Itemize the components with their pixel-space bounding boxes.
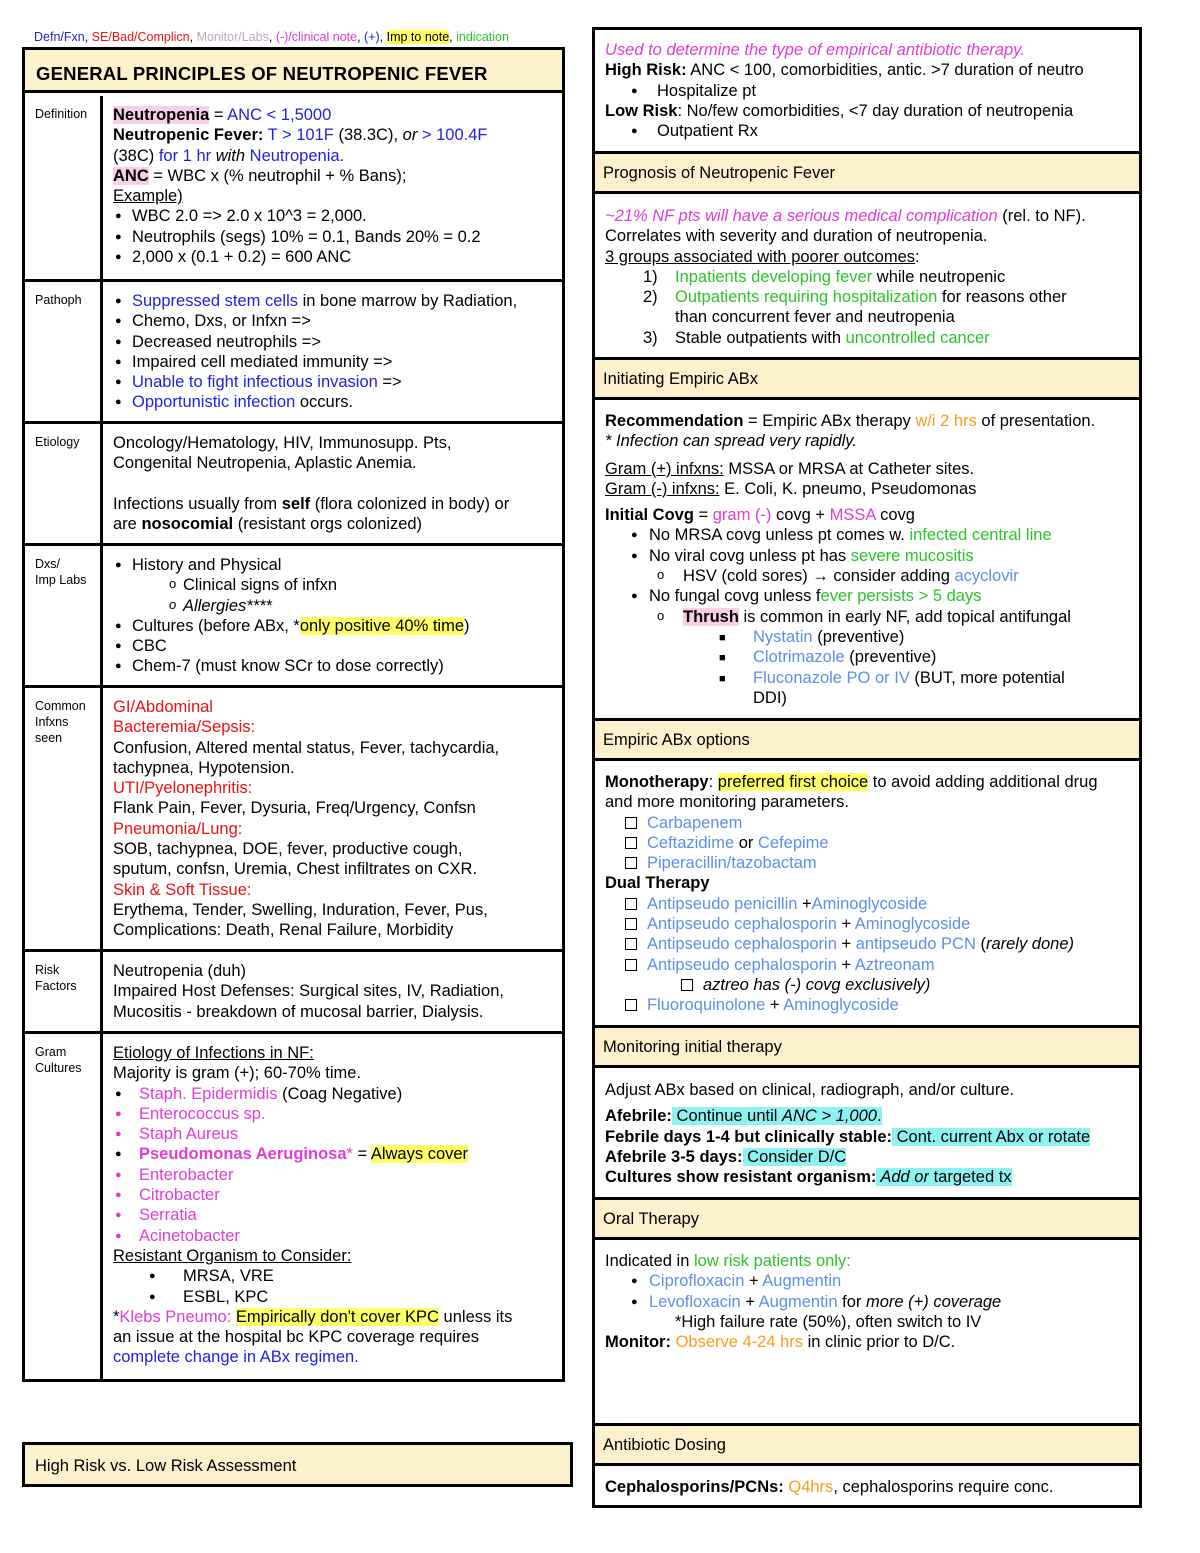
right-column	[592, 27, 1142, 1508]
text: Risk	[35, 963, 60, 977]
text: infected central line	[909, 526, 1052, 545]
text: =	[209, 106, 228, 124]
text: Cefepime	[757, 833, 829, 852]
row-etiology	[25, 424, 562, 546]
text: = Empiric ABx therapy	[743, 412, 916, 430]
text: antipseudo PCN	[855, 935, 976, 954]
text: +	[765, 996, 784, 1015]
text: complete change in ABx regimen.	[113, 1348, 359, 1367]
text: No viral covg unless pt has	[649, 546, 851, 565]
checkbox-item: Carbapenem	[605, 813, 1135, 833]
row-common-infections	[25, 688, 562, 952]
oral-content	[605, 1251, 1135, 1352]
text: Erythema, Tender, Swelling, Induration, Fever, Pus,	[113, 900, 488, 919]
text: Fluconazole PO or IV	[753, 668, 910, 687]
text: in clinic prior to D/C.	[803, 1333, 956, 1352]
text: (	[975, 935, 986, 954]
section-header-options: Empiric ABx options	[595, 718, 1139, 761]
text: = WBC x (% neutrophil + % Bans);	[148, 166, 407, 185]
text: 3 groups associated with poorer outcomes	[605, 247, 916, 266]
list-item: o Clinical signs of infxn	[113, 575, 558, 595]
text: unless its	[438, 1307, 513, 1326]
text: Aminoglycoside	[783, 996, 899, 1015]
anc-threshold: ANC < 1,5000	[227, 106, 332, 124]
gram-content	[113, 1043, 558, 1368]
text: Dual Therapy	[605, 874, 710, 893]
text: rarely done)	[985, 935, 1075, 954]
text: Suppressed stem cells	[132, 292, 298, 310]
text: :	[915, 247, 920, 266]
text: SOB, tachypnea, DOE, fever, productive cough,	[113, 840, 463, 859]
text: acyclovir	[954, 567, 1019, 586]
text: Nystatin	[753, 627, 813, 646]
initiating-content	[605, 411, 1135, 708]
text: while neutropenic	[872, 267, 1006, 286]
text: Q4hrs	[783, 1478, 834, 1496]
text: Outpatients requiring hospitalization	[675, 288, 938, 307]
list-item: ● 2,000 x (0.1 + 0.2) = 600 ANC	[113, 247, 558, 267]
text: Ciprofloxacin	[649, 1272, 745, 1291]
text: Observe 4-24 hrs	[670, 1333, 804, 1352]
text: in bone marrow by Radiation,	[298, 292, 518, 310]
list-item: ● Serratia	[113, 1205, 558, 1225]
legend-indication: indication	[456, 30, 509, 44]
text: Neutropenia.	[245, 146, 345, 165]
text: , cephalosporins require conc.	[833, 1478, 1054, 1496]
text: Factors	[35, 979, 77, 993]
text: only positive 40% time	[299, 616, 464, 635]
text: ~21% NF pts will have a serious medical complication	[605, 207, 998, 225]
text: ANC > 1,000	[782, 1107, 877, 1126]
text: Gram (-) infxns:	[605, 479, 720, 498]
list-item: ● MRSA, VRE	[113, 1266, 558, 1286]
text: GI/Abdominal	[113, 698, 213, 716]
row-dxs	[25, 546, 562, 688]
text: No MRSA covg unless pt comes w.	[649, 526, 910, 545]
dosing-content	[605, 1477, 1135, 1497]
text: Staph. Epidermidis	[139, 1084, 278, 1103]
list-item: ● History and Physical	[113, 555, 558, 575]
text: *	[346, 1145, 353, 1164]
list-item: o Allergies****	[113, 596, 558, 616]
term-anc: ANC	[113, 166, 149, 185]
text: MSSA	[829, 506, 876, 525]
text: Complications: Death, Renal Failure, Morbidity	[113, 921, 454, 940]
text: Unable to fight infectious invasion	[132, 373, 378, 392]
text: Bacteremia/Sepsis:	[113, 718, 256, 737]
text: )	[464, 616, 470, 635]
dxs-content	[113, 555, 558, 677]
text: Confusion, Altered mental status, Fever, tachycardia,	[113, 738, 500, 757]
text: Common	[35, 699, 86, 713]
text: severe mucositis	[850, 546, 974, 565]
etiology-content	[113, 433, 558, 534]
text: Pneumonia/Lung:	[113, 819, 243, 838]
text: preferred first choice	[717, 773, 869, 791]
text: E. Coli, K. pneumo, Pseudomonas	[719, 479, 977, 498]
text: .	[876, 1107, 882, 1126]
principles-table	[22, 47, 565, 1382]
text: Stable outpatients with	[675, 328, 846, 347]
text: Cultures show resistant organism:	[605, 1168, 877, 1187]
text: Always cover	[370, 1145, 469, 1164]
list-item: ● Neutrophils (segs) 10% = 0.1, Bands 20% = 0.2	[113, 227, 558, 247]
text: (flora colonized in body) or	[310, 494, 510, 513]
text: =>	[377, 373, 402, 392]
text: Gram	[35, 1045, 67, 1059]
legend-imp: Imp to note	[386, 30, 450, 44]
text: self	[281, 494, 311, 513]
row-risk-factors	[25, 952, 562, 1034]
text: Cultures	[35, 1061, 82, 1075]
text: T > 101F	[263, 126, 334, 145]
text: Add or	[876, 1168, 929, 1187]
definition-content	[113, 105, 558, 267]
list-item: ● Citrobacter	[113, 1185, 558, 1205]
row-gram-cultures	[25, 1034, 562, 1379]
text: Neutropenia (duh)	[113, 962, 246, 980]
text: Antipseudo cephalosporin	[647, 935, 837, 954]
legend-monitor: Monitor/Labs	[196, 30, 269, 44]
text: MSSA or MRSA at Catheter sites.	[723, 459, 975, 478]
text: targeted tx	[928, 1168, 1012, 1187]
text: for reasons other	[937, 288, 1067, 307]
text: (Coag Negative)	[277, 1084, 403, 1103]
row-label-common	[25, 688, 103, 949]
text: Dxs/	[35, 557, 60, 571]
text: HSV (cold sores) → consider adding	[683, 567, 955, 586]
text: Cultures (before ABx, *	[132, 616, 300, 635]
text: * Infection can spread very rapidly.	[605, 432, 857, 451]
text: Augmentin	[762, 1272, 842, 1291]
text: Impaired Host Defenses: Surgical sites, IV, Radiation,	[113, 982, 504, 1001]
text: Aztreonam	[854, 955, 935, 974]
text: with	[211, 146, 246, 165]
text: of presentation.	[976, 412, 1096, 430]
row-label-dxs	[25, 546, 103, 685]
row-definition	[25, 96, 562, 282]
legend-defn: Defn/Fxn	[34, 30, 85, 44]
text: more (+) coverage	[865, 1292, 1002, 1311]
text: Adjust ABx based on clinical, radiograph, and/or culture.	[605, 1081, 1015, 1099]
text: Afebrile:	[605, 1107, 672, 1126]
high-risk-assessment-header: High Risk vs. Low Risk Assessment	[22, 1442, 573, 1487]
checkbox-item: aztreo has (-) covg exclusively)	[605, 975, 1135, 995]
text: for 1 hr	[158, 146, 212, 165]
text: and more monitoring parameters.	[605, 793, 849, 812]
term-neutropenia: Neutropenia	[113, 106, 210, 124]
text: (BUT, more potential	[909, 668, 1065, 687]
row-label-definition: Definition	[25, 96, 103, 279]
risk-assessment-content	[605, 40, 1135, 141]
text: UTI/Pyelonephritis:	[113, 779, 253, 798]
text: (preventive)	[844, 648, 937, 667]
text: covg +	[771, 506, 830, 525]
common-content	[113, 697, 558, 941]
text: =	[352, 1145, 371, 1164]
text: Infections usually from	[113, 494, 282, 513]
text: +	[836, 935, 856, 954]
text: Opportunistic infection	[132, 393, 296, 412]
text: Antipseudo cephalosporin	[647, 955, 837, 974]
text: Correlates with severity and duration of neutropenia.	[605, 227, 988, 246]
text: +	[836, 955, 855, 974]
text: Skin & Soft Tissue:	[113, 880, 252, 899]
options-content	[605, 772, 1135, 1016]
row-label-pathoph: Pathoph	[25, 282, 103, 421]
text: Continue until	[671, 1107, 783, 1126]
text: Klebs Pneumo:	[119, 1307, 236, 1326]
text: Pseudomonas Aeruginosa	[139, 1145, 347, 1164]
text: ever persists > 5 days	[820, 587, 982, 606]
text: Majority is gram (+); 60-70% time.	[113, 1064, 362, 1083]
color-legend: Defn/Fxn, SE/Bad/Complicn, Monitor/Labs, (-)/clinical note, (+), Imp to note, indication	[34, 30, 509, 44]
section-header-prognosis: Prognosis of Neutropenic Fever	[595, 151, 1139, 194]
text: High Risk:	[605, 61, 687, 80]
text: uncontrolled cancer	[845, 328, 990, 347]
text: Used to determine the type of empirical antibiotic therapy.	[605, 41, 1025, 59]
text: :	[708, 773, 718, 791]
text: +	[744, 1272, 763, 1291]
text: for	[837, 1292, 866, 1311]
text: Consider D/C	[742, 1147, 847, 1166]
text: Fluoroquinolone	[647, 996, 766, 1015]
text: (preventive)	[812, 627, 905, 646]
list-item: ● Impaired cell mediated immunity =>	[113, 352, 558, 372]
list-item: ● Chem-7 (must know SCr to dose correctly)	[113, 656, 558, 676]
text: > 100.4F	[417, 126, 488, 145]
text: seen	[35, 731, 63, 745]
text: low risk patients only:	[693, 1252, 851, 1270]
row-pathoph	[25, 282, 562, 424]
example-label: Example)	[113, 187, 183, 206]
section-header-initiating: Initiating Empiric ABx	[595, 357, 1139, 400]
list-item: ● Hospitalize pt	[605, 81, 1135, 101]
text: Mucositis - breakdown of mucosal barrier, Dialysis.	[113, 1002, 484, 1021]
text: (rel. to NF).	[997, 207, 1086, 225]
text: ANC < 100, comorbidities, antic. >7 duration of neutro	[686, 61, 1084, 80]
text: gram (-)	[712, 506, 772, 525]
text: (38C)	[113, 146, 159, 165]
text: Cephalosporins/PCNs:	[605, 1478, 784, 1496]
text: Ceftazidime	[647, 833, 735, 852]
section-header-dosing: Antibiotic Dosing	[595, 1423, 1139, 1466]
text: Etiology of Infections in NF:	[113, 1044, 314, 1062]
text: Congenital Neutropenia, Aplastic Anemia.	[113, 454, 417, 473]
prognosis-content	[605, 206, 1135, 348]
text: Infxns	[35, 715, 69, 729]
text: Resistant Organism to Consider:	[113, 1246, 352, 1265]
text: Antipseudo penicillin	[647, 894, 798, 913]
list-item: ● Enterobacter	[113, 1165, 558, 1185]
section-header-monitoring: Monitoring initial therapy	[595, 1025, 1139, 1068]
text: Aminoglycoside	[854, 915, 971, 934]
text: sputum, confsn, Uremia, Chest infiltrates on CXR.	[113, 860, 478, 879]
text: Monitor:	[605, 1333, 671, 1352]
text: Flank Pain, Fever, Dysuria, Freq/Urgency, Confsn	[113, 799, 476, 818]
text: *	[113, 1307, 120, 1326]
list-item: ● Decreased neutrophils =>	[113, 332, 558, 352]
text: DDI)	[753, 688, 787, 707]
text: Monotherapy	[605, 773, 709, 791]
text: covg	[875, 506, 915, 525]
list-item: ● Acinetobacter	[113, 1226, 558, 1246]
text: Cont. current Abx or rotate	[892, 1127, 1091, 1146]
text: to avoid adding additional drug	[868, 773, 1098, 791]
text: *High failure rate (50%), often switch to IV	[675, 1312, 982, 1331]
text: =	[693, 506, 713, 525]
term-neutropenic-fever: Neutropenic Fever:	[113, 126, 264, 145]
text: Inpatients developing fever	[675, 267, 873, 286]
text: No fungal covg unless f	[649, 587, 821, 606]
text: 3)	[643, 328, 658, 347]
text: 2)	[643, 288, 658, 307]
text: or	[734, 833, 758, 852]
text: or	[402, 126, 418, 145]
legend-clinical: (-)/clinical note	[275, 30, 358, 44]
text: (resistant orgs colonized)	[233, 515, 423, 534]
text: Initial Covg	[605, 506, 694, 525]
text: w/i 2 hrs	[915, 412, 977, 430]
text: (38.3C),	[333, 126, 403, 145]
list-item: ● CBC	[113, 636, 558, 656]
list-item: ● Staph Aureus	[113, 1124, 558, 1144]
text: an issue at the hospital bc KPC coverage requires	[113, 1328, 479, 1347]
row-label-etiology: Etiology	[25, 424, 103, 543]
text: Low Risk	[605, 101, 678, 120]
monitoring-content	[605, 1080, 1135, 1187]
text: +	[836, 915, 855, 934]
text: Indicated in	[605, 1252, 694, 1270]
legend-plus: (+)	[364, 30, 380, 44]
text: Febrile days 1-4 but clinically stable:	[605, 1127, 893, 1146]
row-label-gram	[25, 1034, 103, 1379]
list-item: ● WBC 2.0 => 2.0 x 10^3 = 2,000.	[113, 206, 558, 226]
list-item: ● Outpatient Rx	[605, 121, 1135, 141]
text: Imp Labs	[35, 573, 87, 587]
text: Oncology/Hematology, HIV, Immunosupp. Pts,	[113, 434, 452, 452]
risk-content	[113, 961, 558, 1022]
list-item: ● ESBL, KPC	[113, 1287, 558, 1307]
text: Antipseudo cephalosporin	[647, 915, 837, 934]
text: tachypnea, Hypotension.	[113, 758, 295, 777]
text: +	[797, 894, 812, 913]
text: is common in early NF, add topical antifungal	[738, 607, 1071, 626]
text: Clotrimazole	[753, 648, 845, 667]
text: nosocomial	[141, 515, 234, 534]
text: Gram (+) infxns:	[605, 459, 724, 478]
text: than concurrent fever and neutropenia	[675, 308, 955, 327]
text: Afebrile 3-5 days:	[605, 1147, 743, 1166]
text: Augmentin	[758, 1292, 838, 1311]
pathoph-content	[113, 291, 558, 413]
text: Recommendation	[605, 412, 744, 430]
text: 1)	[643, 267, 658, 286]
text: : No/few comorbidities, <7 day duration of neutropenia	[677, 101, 1074, 120]
list-item: ● Enterococcus sp.	[113, 1104, 558, 1124]
page-title: GENERAL PRINCIPLES OF NEUTROPENIC FEVER	[25, 50, 562, 93]
section-header-oral: Oral Therapy	[595, 1197, 1139, 1240]
text: +	[740, 1292, 759, 1311]
text: Thrush	[683, 607, 739, 626]
text: are	[113, 515, 142, 534]
text: occurs.	[295, 393, 354, 412]
checkbox-item: Piperacillin/tazobactam	[605, 853, 1135, 873]
text: ● Chemo, Dxs, or Infxn =>	[132, 312, 311, 331]
row-label-risk	[25, 952, 103, 1031]
text: Levofloxacin	[649, 1292, 741, 1311]
text: Aminoglycoside	[811, 894, 928, 913]
legend-se: SE/Bad/Complicn	[91, 30, 190, 44]
text: Empirically don't cover KPC	[235, 1307, 439, 1326]
